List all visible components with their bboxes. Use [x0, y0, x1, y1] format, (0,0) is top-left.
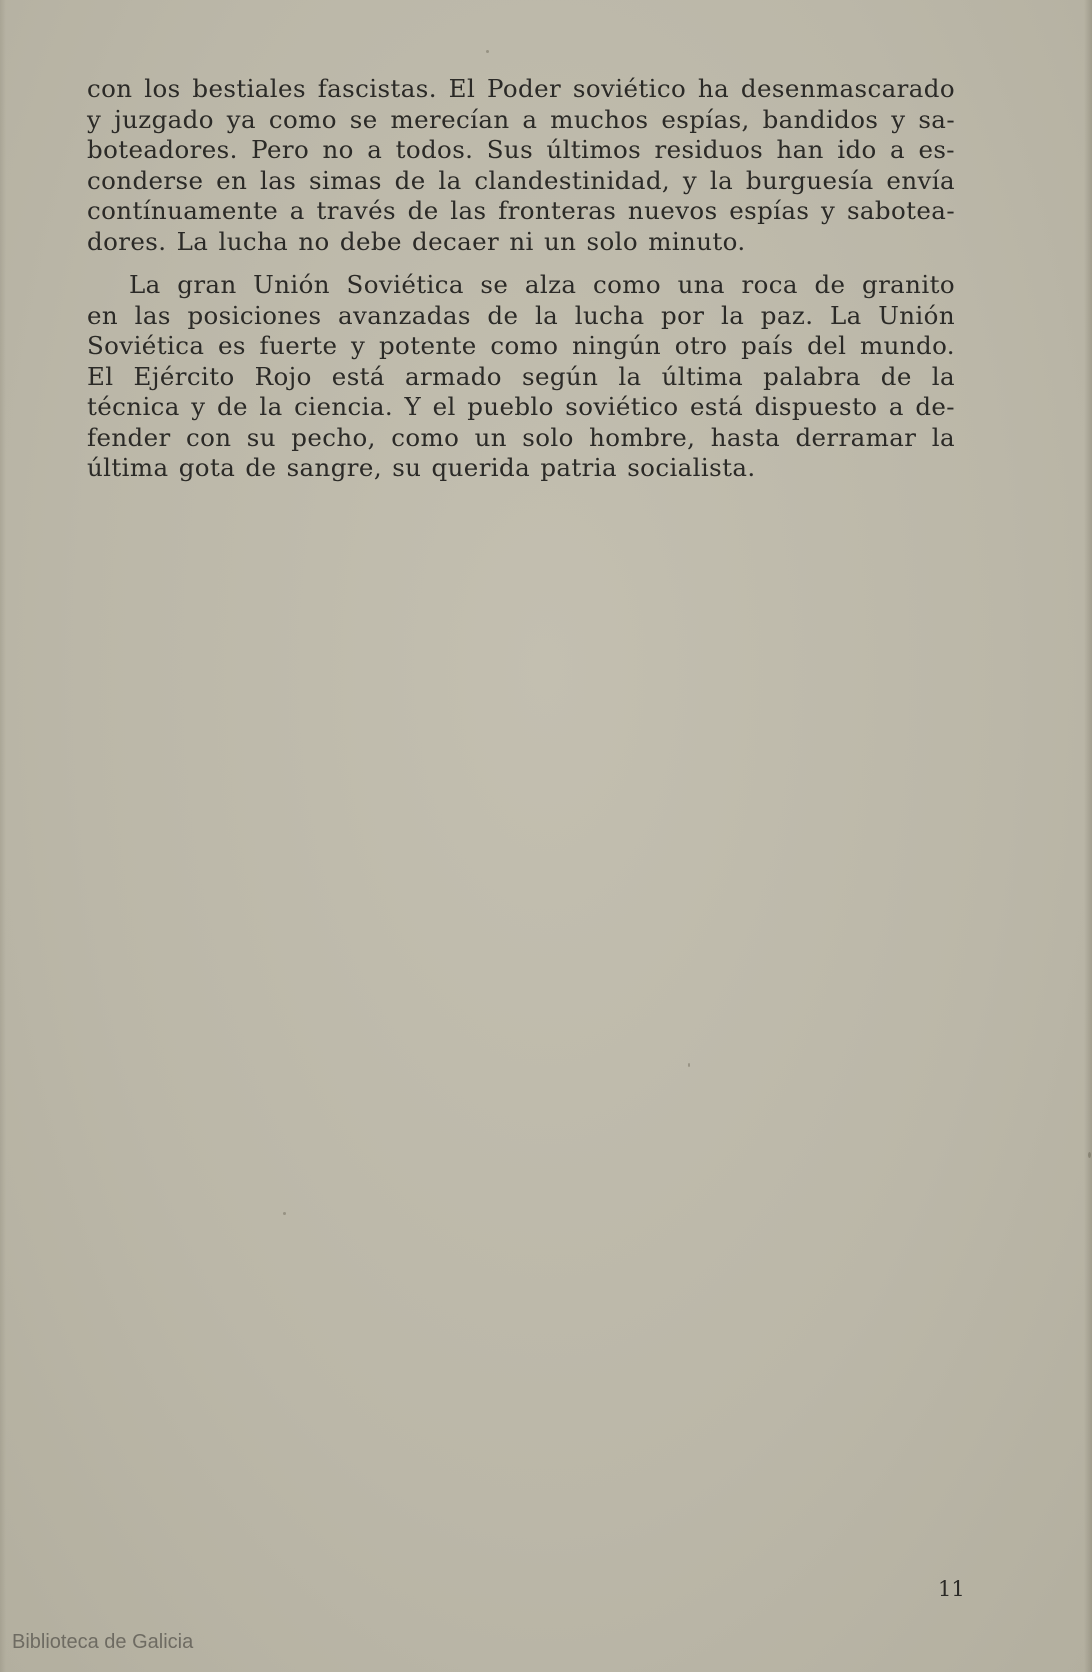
text-line: última gota de sangre, su querida patria socialista. [87, 453, 756, 482]
library-watermark: Biblioteca de Galicia [12, 1631, 194, 1653]
text-line: técnica y de la ciencia. Y el pueblo soviético está dispuesto a de- [87, 392, 955, 421]
body-text [87, 74, 955, 484]
paper-speck [283, 1212, 286, 1215]
text-line: contínuamente a través de las fronteras nuevos espías y sabotea- [87, 196, 955, 225]
text-line: y juzgado ya como se merecían a muchos espías, bandidos y sa- [87, 104, 955, 134]
text-line-indented [87, 270, 955, 301]
paragraph [87, 270, 955, 484]
paper-speck [486, 50, 489, 53]
paper-speck [1088, 1152, 1091, 1158]
paragraph [87, 74, 955, 257]
text-line: conderse en las simas de la clandestinidad, y la burguesía envía [87, 165, 955, 195]
paper-speck [688, 1063, 690, 1067]
text-line: Soviética es fuerte y potente como ningún otro país del mundo. [87, 331, 955, 360]
text-line: dores. La lucha no debe decaer ni un solo minuto. [87, 226, 746, 256]
text-line: en las posiciones avanzadas de la lucha por la paz. La Unión [87, 300, 955, 330]
text-line: El Ejército Rojo está armado según la última palabra de la [87, 361, 955, 391]
text-line: con los bestiales fascistas. El Poder soviético ha desenmascarado [87, 74, 955, 103]
text-line: fender con su pecho, como un solo hombre, hasta derramar la [87, 422, 955, 452]
paper-edge-left [0, 0, 6, 1672]
page-number: 11 [938, 1577, 965, 1601]
paragraph-gap [87, 257, 955, 270]
paper-edge-right [1084, 0, 1092, 1672]
text-line-content: La gran Unión Soviética se alza como una roca de granito [129, 270, 955, 299]
text-line: boteadores. Pero no a todos. Sus últimos residuos han ido a es- [87, 135, 955, 164]
